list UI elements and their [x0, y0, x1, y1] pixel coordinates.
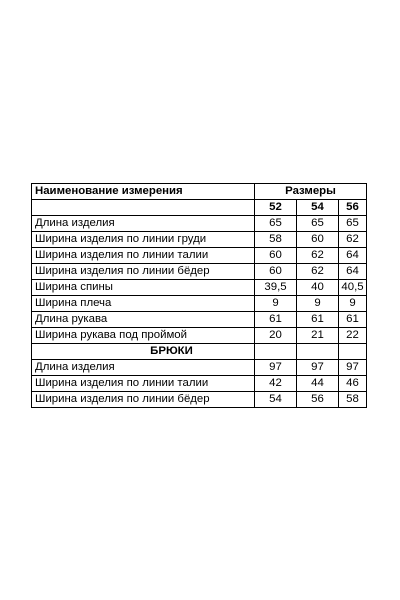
measurement-name: Ширина изделия по линии бёдер — [32, 392, 255, 408]
measurement-name: Длина изделия — [32, 360, 255, 376]
size-value: 64 — [339, 264, 367, 280]
empty-cell — [297, 344, 339, 360]
size-value: 44 — [297, 376, 339, 392]
size-value: 22 — [339, 328, 367, 344]
trousers-section-row — [32, 344, 367, 360]
size-value: 58 — [255, 232, 297, 248]
size-value: 56 — [297, 392, 339, 408]
size-numbers-row — [32, 200, 367, 216]
size-value: 9 — [339, 296, 367, 312]
size-value: 65 — [255, 216, 297, 232]
table-row — [32, 312, 367, 328]
table-row — [32, 328, 367, 344]
table-row — [32, 248, 367, 264]
size-value: 65 — [297, 216, 339, 232]
measurement-name: Длина изделия — [32, 216, 255, 232]
size-chart-table — [31, 183, 367, 408]
empty-cell — [32, 200, 255, 216]
size-value: 60 — [297, 232, 339, 248]
size-52-header: 52 — [255, 200, 297, 216]
size-value: 61 — [297, 312, 339, 328]
table-row — [32, 296, 367, 312]
measurement-name: Ширина изделия по линии груди — [32, 232, 255, 248]
size-value: 64 — [339, 248, 367, 264]
trousers-section-label: БРЮКИ — [32, 344, 255, 360]
table-row — [32, 360, 367, 376]
measurement-name: Длина рукава — [32, 312, 255, 328]
size-value: 54 — [255, 392, 297, 408]
measurement-name: Ширина рукава под проймой — [32, 328, 255, 344]
size-value: 97 — [339, 360, 367, 376]
size-54-header: 54 — [297, 200, 339, 216]
size-value: 58 — [339, 392, 367, 408]
size-value: 46 — [339, 376, 367, 392]
size-value: 97 — [297, 360, 339, 376]
measurement-name: Ширина плеча — [32, 296, 255, 312]
size-value: 62 — [297, 264, 339, 280]
measurement-name: Ширина изделия по линии бёдер — [32, 264, 255, 280]
table-row — [32, 216, 367, 232]
measurement-name: Ширина спины — [32, 280, 255, 296]
size-value: 21 — [297, 328, 339, 344]
size-value: 97 — [255, 360, 297, 376]
table-row — [32, 280, 367, 296]
size-value: 40 — [297, 280, 339, 296]
size-value: 9 — [297, 296, 339, 312]
table-row — [32, 232, 367, 248]
table-row — [32, 392, 367, 408]
empty-cell — [255, 344, 297, 360]
size-value: 9 — [255, 296, 297, 312]
empty-cell — [339, 344, 367, 360]
table-row — [32, 376, 367, 392]
size-value: 62 — [297, 248, 339, 264]
size-value: 39,5 — [255, 280, 297, 296]
size-56-header: 56 — [339, 200, 367, 216]
sizes-header: Размеры — [255, 184, 367, 200]
size-value: 60 — [255, 248, 297, 264]
size-value: 61 — [255, 312, 297, 328]
size-value: 61 — [339, 312, 367, 328]
size-value: 40,5 — [339, 280, 367, 296]
size-value: 60 — [255, 264, 297, 280]
measurement-name: Ширина изделия по линии талии — [32, 376, 255, 392]
size-value: 65 — [339, 216, 367, 232]
table-header-row — [32, 184, 367, 200]
size-value: 42 — [255, 376, 297, 392]
measurement-name: Ширина изделия по линии талии — [32, 248, 255, 264]
table-row — [32, 264, 367, 280]
size-value: 62 — [339, 232, 367, 248]
size-value: 20 — [255, 328, 297, 344]
measurement-header: Наименование измерения — [32, 184, 255, 200]
